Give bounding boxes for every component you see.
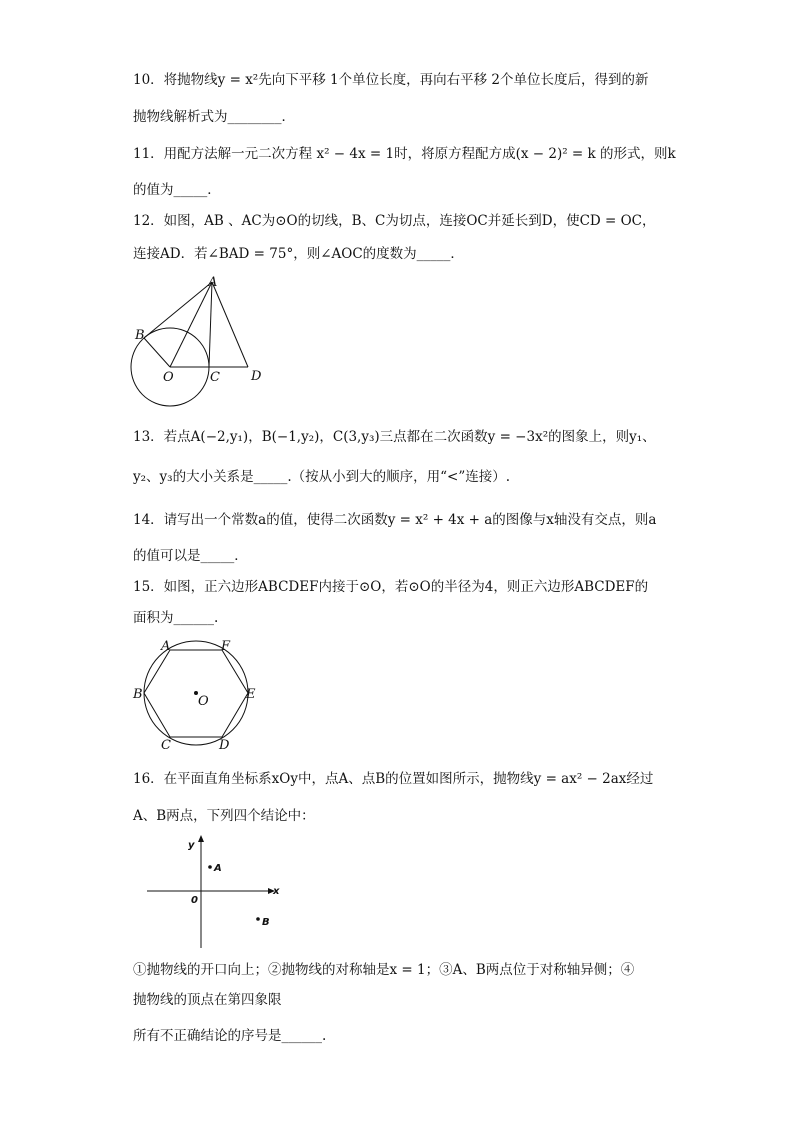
- q15-line1: 15．如图，正六边形ABCDEF内接于⊙O，若⊙O的半径为4，则正六边形ABCDEF的: [133, 579, 649, 595]
- q16-label-A: A: [214, 863, 222, 874]
- q12-tangent-figure: [125, 272, 275, 412]
- q12-segment-AD: [212, 282, 248, 367]
- q12-label-A: A: [208, 275, 218, 290]
- q13-line1: 13．若点A(−2,y₁)，B(−1,y₂)，C(3,y₃)三点都在二次函数y = −3x²的图象上，则y₁、: [133, 429, 656, 445]
- q16-y-axis-arrow: [198, 835, 204, 842]
- q16-line5: 所有不正确结论的序号是______.: [133, 1028, 327, 1044]
- q12-segment-AB: [144, 282, 212, 338]
- q16-point-A: [208, 865, 212, 869]
- q12-segment-BO: [144, 338, 170, 367]
- q16-label-y: y: [188, 840, 195, 851]
- q10-line1: 10．将抛物线y = x²先向下平移 1个单位长度，再向右平移 2个单位长度后，得到的新: [133, 72, 649, 88]
- q12-line2: 连接AD．若∠BAD = 75°，则∠AOC的度数为_____．: [133, 246, 464, 262]
- q15-label-F: F: [221, 639, 231, 654]
- q12-label-D: D: [251, 369, 262, 384]
- q14-line2: 的值可以是_____．: [133, 548, 248, 564]
- q15-line2: 面积为______.: [133, 610, 219, 626]
- q15-label-B: B: [133, 687, 143, 702]
- q16-label-origin: 0: [191, 895, 198, 906]
- q12-line1: 12．如图，AB 、AC为⊙O的切线，B、C为切点，连接OC并延长到D，使CD = OC，: [133, 213, 656, 229]
- q12-label-B: B: [135, 328, 145, 343]
- q12-label-O: O: [163, 370, 174, 385]
- q15-label-E: E: [246, 687, 256, 702]
- q10-line2: 抛物线解析式为________．: [133, 109, 295, 125]
- q15-label-A: A: [161, 639, 171, 654]
- q15-label-C: C: [161, 738, 171, 753]
- q16-line1: 16．在平面直角坐标系xOy中，点A、点B的位置如图所示，抛物线y = ax² − 2ax经过: [133, 771, 654, 787]
- q16-point-B: [256, 917, 260, 921]
- q12-segment-AC: [209, 282, 212, 367]
- q16-line4: 抛物线的顶点在第四象限: [133, 992, 282, 1008]
- q16-coordinate-figure: [140, 832, 290, 957]
- q16-label-B: B: [262, 917, 270, 928]
- q16-label-x: x: [273, 886, 280, 897]
- q14-line1: 14．请写出一个常数a的值，使得二次函数y = x² + 4x + a的图像与x轴没有交点，则a: [133, 512, 657, 528]
- q12-segment-AO: [170, 282, 212, 367]
- q13-line2: y₂、y₃的大小关系是_____.（按从小到大的顺序，用“<”连接）.: [133, 469, 511, 485]
- q15-label-O: O: [198, 694, 209, 709]
- q15-label-D: D: [219, 738, 230, 753]
- q12-label-C: C: [210, 370, 220, 385]
- q11-line1: 11．用配方法解一元二次方程 x² − 4x = 1时，将原方程配方成(x − 2)² = k 的形式，则k: [133, 146, 676, 162]
- q16-line2: A、B两点，下列四个结论中：: [133, 808, 315, 824]
- q16-line3: ①抛物线的开口向上；②抛物线的对称轴是x = 1；③A、B两点位于对称轴异侧；④: [133, 962, 635, 978]
- q15-hexagon-figure: [130, 635, 260, 755]
- q11-line2: 的值为_____．: [133, 182, 221, 198]
